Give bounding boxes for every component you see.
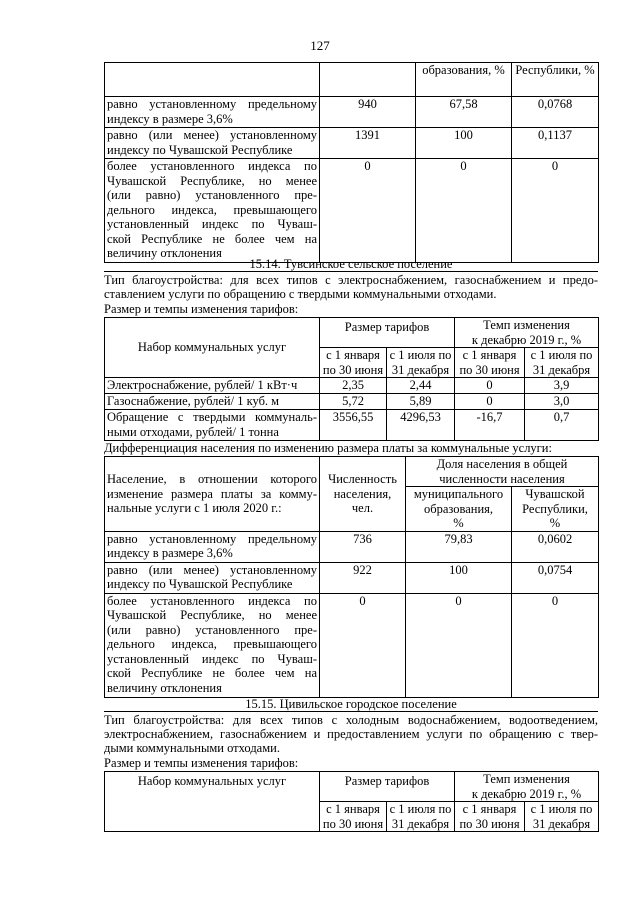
col-rate-header: Темп изменения к декабрю 2019 г., %: [455, 318, 599, 348]
col-size-header: Размер тарифов: [320, 318, 455, 348]
population-table-1: [104, 62, 599, 263]
col-services-header: Набор коммунальных услуг: [105, 318, 320, 378]
col-share-header: Доля населения в общей численности населения: [406, 457, 599, 487]
col-rep-header: Чувашской Республики, %: [512, 487, 599, 532]
col-services-header: Набор коммунальных услуг: [105, 772, 320, 832]
tariffs-caption-1514: Размер и темпы изменения тарифов:: [104, 302, 299, 316]
tariff-table-1514: Набор коммунальных услуг Размер тарифов Темп изменения к декабрю 2019 г., % с 1 января по 30 июня с 1 июля по 31 декабря с 1 января по 30 июня с 1 июля по 31 декабря Электроснабжение, рублей/ 1 кВт·ч 2,35 2,44 0 3,9 Газоснабжение, рублей/ 1 куб. м 5,72 5,89 0 3,0 Обращение с твердыми коммуналь- ными отходами, рублей/ 1 тонна 3556,55 4296,53 -16,7 0,7: [104, 317, 599, 441]
tariff-table-1515: Набор коммунальных услуг Размер тарифов Темп изменения к декабрю 2019 г., % с 1 января по 30 июня с 1 июля по 31 декабря с 1 января по 30 июня с 1 июля по 31 декабря: [104, 771, 599, 832]
table-row: равно установленному предельному индексу в размере 3,6% 940 67,58 0,0768: [105, 97, 599, 128]
improvement-type-1514-line1: Тип благоустройства: для всех типов с электроснабжением, газоснабжением и предо-: [104, 273, 598, 287]
differentiation-caption-1514: Дифференциация населения по изменению размера платы за коммунальные услуги:: [104, 441, 552, 455]
improvement-type-1514-line2: ставлением услуги по обращению с твердыми коммунальными отходами.: [104, 287, 497, 301]
table-row: равно (или менее) установленному индексу по Чувашской Республике 1391 100 0,1137: [105, 128, 599, 159]
col-size-header: Размер тарифов: [320, 772, 455, 802]
tariffs-caption-1515: Размер и темпы изменения тарифов:: [104, 756, 299, 770]
section-title-1514: 15.14. Тувсинское сельское поселение: [249, 257, 453, 271]
col-count-header: Численность населения, чел.: [320, 457, 406, 532]
table-row: более установленного индекса по Чувашской Республике, но менее (или равно) установленного пре- дельного индекса, превышающего установленный индекс по Чуваш- ской Республике не более чем на величину отклонения 0 0 0: [105, 593, 599, 697]
table-row: Газоснабжение, рублей/ 1 куб. м 5,72 5,89 0 3,0: [105, 394, 599, 410]
section-title-1515: 15.15. Цивильское городское поселение: [245, 697, 457, 711]
col-mun-header: образования, %: [416, 63, 512, 97]
improvement-type-1515-line2: электроснабжением, газоснабжением и предоставлением услуги по обращению с твер-: [104, 727, 598, 741]
table-row: Электроснабжение, рублей/ 1 кВт·ч 2,35 2,44 0 3,9: [105, 378, 599, 394]
table-row: равно установленному предельному индексу в размере 3,6% 736 79,83 0,0602: [105, 531, 599, 562]
col-rate-header: Темп изменения к декабрю 2019 г., %: [455, 772, 599, 802]
population-table-1514: [104, 456, 599, 698]
table-row: Обращение с твердыми коммуналь- ными отходами, рублей/ 1 тонна 3556,55 4296,53 -16,7 0,7: [105, 410, 599, 441]
col-rep-header: Республики, %: [512, 63, 599, 97]
improvement-type-1515-line1: Тип благоустройства: для всех типов с холодным водоснабжением, водоотведением,: [104, 713, 598, 727]
page-number: 127: [310, 38, 330, 53]
improvement-type-1515-line3: дыми коммунальными отходами.: [104, 741, 280, 755]
col-pop-header: Население, в отношении которого изменение размера платы за комму- нальные услуги с 1 июля 2020 г.:: [105, 457, 320, 532]
table-row: более установленного индекса по Чувашской Республике, но менее (или равно) установленного пре- дельного индекса, превышающего установленный индекс по Чуваш- ской Республике не более чем на величину отклонения 0 0 0: [105, 159, 599, 263]
col-mun-header: муниципального образования, %: [406, 487, 512, 532]
table-row: равно (или менее) установленному индексу по Чувашской Республике 922 100 0,0754: [105, 562, 599, 593]
